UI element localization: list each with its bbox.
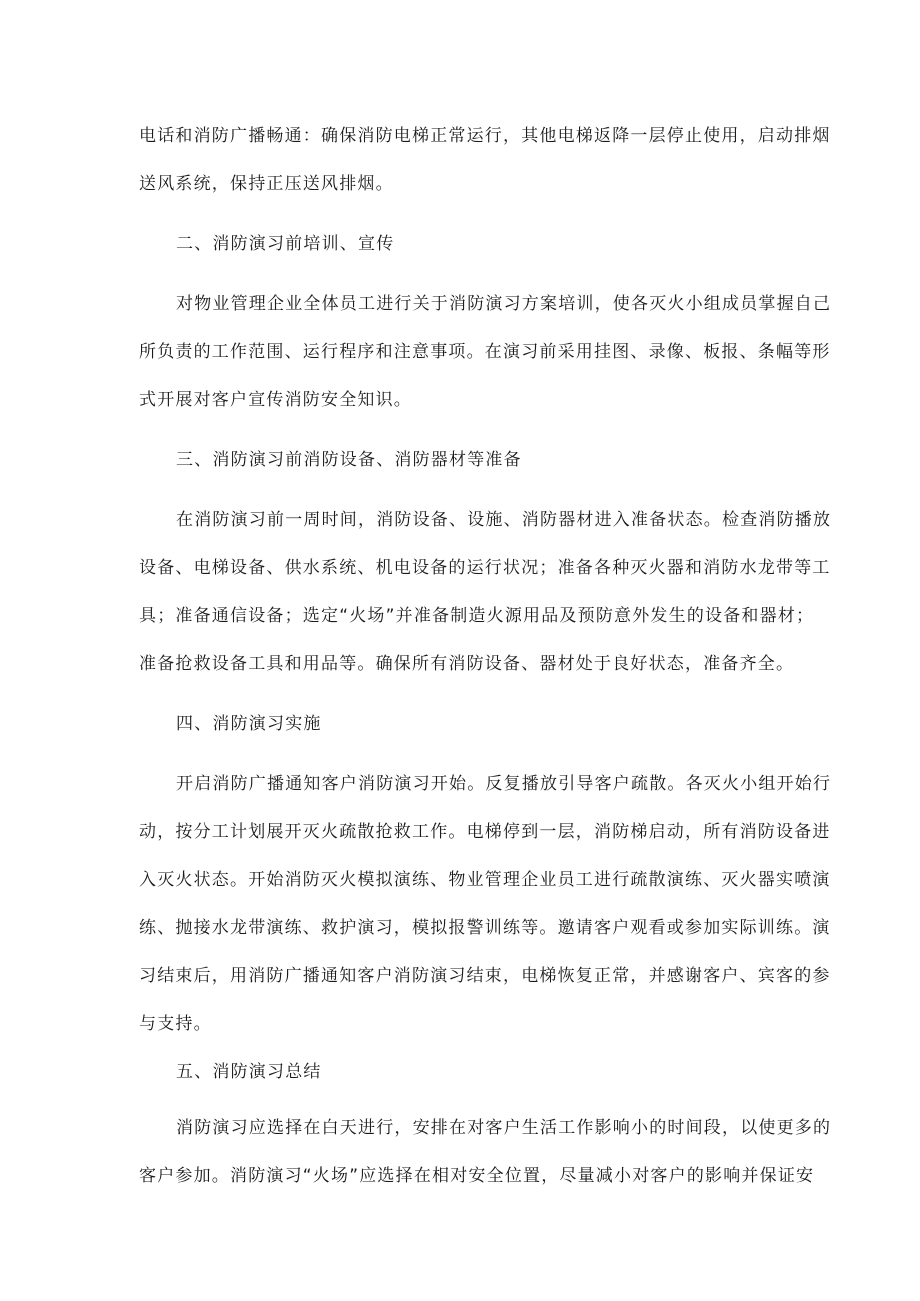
paragraph-line: 所负责的工作范围、运行程序和注意事项。在演习前采用挂图、录像、板报、条幅等形 xyxy=(139,342,831,362)
paragraph-line: 电话和消防广播畅通：确保消防电梯正常运行，其他电梯返降一层停止使用，启动排烟 xyxy=(139,126,831,146)
section-heading: 五、消防演习总结 xyxy=(176,1062,322,1082)
paragraph-line: 动，按分工计划展开灭火疏散抢救工作。电梯停到一层，消防梯启动，所有消防设备进 xyxy=(139,822,831,842)
section-heading: 三、消防演习前消防设备、消防器材等准备 xyxy=(176,450,522,470)
paragraph-line: 练、抛接水龙带演练、救护演习，模拟报警训练等。邀请客户观看或参加实际训练。演 xyxy=(139,918,831,938)
paragraph-line: 送风系统，保持正压送风排烟。 xyxy=(139,174,394,194)
paragraph-line: 式开展对客户宣传消防安全知识。 xyxy=(139,390,412,410)
paragraph-line: 入灭火状态。开始消防灭火模拟演练、物业管理企业员工进行疏散演练、灭火器实喷演 xyxy=(139,870,831,890)
paragraph-line: 在消防演习前一周时间，消防设备、设施、消防器材进入准备状态。检查消防播放 xyxy=(176,510,832,530)
section-heading: 四、消防演习实施 xyxy=(176,714,322,734)
paragraph-line: 开启消防广播通知客户消防演习开始。反复播放引导客户疏散。各灭火小组开始行 xyxy=(176,774,832,794)
paragraph-line: 与支持。 xyxy=(139,1014,212,1034)
section-heading: 二、消防演习前培训、宣传 xyxy=(176,234,395,254)
paragraph-line: 准备抢救设备工具和用品等。确保所有消防设备、器材处于良好状态，准备齐全。 xyxy=(139,654,795,674)
paragraph-line: 消防演习应选择在白天进行，安排在对客户生活工作影响小的时间段，以使更多的 xyxy=(176,1118,832,1138)
paragraph-line: 具；准备通信设备；选定“火场”并准备制造火源用品及预防意外发生的设备和器材； xyxy=(139,606,815,626)
paragraph-line: 设备、电梯设备、供水系统、机电设备的运行状况；准备各种灭火器和消防水龙带等工 xyxy=(139,558,831,578)
paragraph-line: 对物业管理企业全体员工进行关于消防演习方案培训，使各灭火小组成员掌握自己 xyxy=(176,294,832,314)
paragraph-line: 习结束后，用消防广播通知客户消防演习结束，电梯恢复正常，并感谢客户、宾客的参 xyxy=(139,966,831,986)
paragraph-line: 客户参加。消防演习“火场”应选择在相对安全位置，尽量减小对客户的影响并保证安 xyxy=(139,1166,815,1186)
